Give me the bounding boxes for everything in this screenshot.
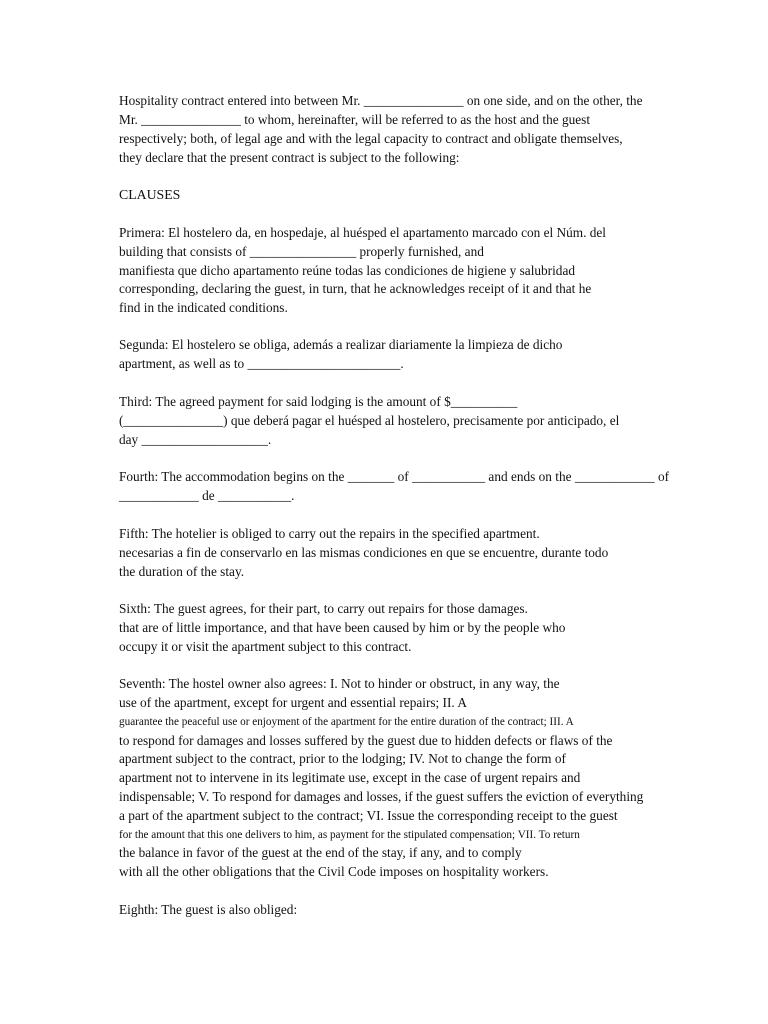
clause-5-line: the duration of the stay.	[119, 564, 245, 579]
clause-7-line: apartment subject to the contract, prior to the lodging; IV. Not to change the form of	[119, 751, 566, 766]
clause-1-line: building that consists of ________________ properly furnished, and	[119, 244, 484, 259]
clause-1-line: Primera: El hostelero da, en hospedaje, al huésped el apartamento marcado con el Núm. del	[119, 225, 607, 240]
clause-7-line: use of the apartment, except for urgent and essential repairs; II. A	[119, 695, 467, 710]
clause-1-line: find in the indicated conditions.	[119, 300, 288, 315]
clause-3-line: (_______________) que deberá pagar el huésped al hostelero, precisamente por anticipado, el	[119, 413, 620, 428]
clause-7-line: to respond for damages and losses suffered by the guest due to hidden defects or flaws of the	[119, 733, 613, 748]
clause-7-line: for the amount that this one delivers to him, as payment for the stipulated compensation; VII. To return	[119, 829, 580, 841]
clause-6-line: Sixth: The guest agrees, for their part, to carry out repairs for those damages.	[119, 601, 528, 616]
clause-7-line: the balance in favor of the guest at the end of the stay, if any, and to comply	[119, 845, 522, 860]
clause-7-line: guarantee the peaceful use or enjoyment of the apartment for the entire duration of the contract; III. A	[119, 716, 574, 728]
clauses-heading: CLAUSES	[119, 187, 181, 202]
clause-3-line: day ___________________.	[119, 432, 272, 447]
intro-line: respectively; both, of legal age and with the legal capacity to contract and obligate themselves,	[119, 131, 623, 146]
clause-3-line: Third: The agreed payment for said lodging is the amount of $__________	[119, 394, 518, 409]
clause-6-line: that are of little importance, and that have been caused by him or by the people who	[119, 620, 566, 635]
clause-2-line: apartment, as well as to _______________________.	[119, 356, 404, 371]
clause-2-line: Segunda: El hostelero se obliga, además a realizar diariamente la limpieza de dicho	[119, 337, 563, 352]
clause-4-line: Fourth: The accommodation begins on the _______ of ___________ and ends on the ____________ of	[119, 469, 670, 484]
clause-7-line: a part of the apartment subject to the contract; VI. Issue the corresponding receipt to the guest	[119, 808, 618, 823]
clause-7-line: apartment not to intervene in its legitimate use, except in the case of urgent repairs and	[119, 770, 581, 785]
clause-5-line: Fifth: The hotelier is obliged to carry out the repairs in the specified apartment.	[119, 526, 540, 541]
clause-7-line: Seventh: The hostel owner also agrees: I. Not to hinder or obstruct, in any way, the	[119, 676, 560, 691]
clause-7-line: with all the other obligations that the Civil Code imposes on hospitality workers.	[119, 864, 549, 879]
clause-7-line: indispensable; V. To respond for damages and losses, if the guest suffers the eviction of everything	[119, 789, 644, 804]
intro-line: Hospitality contract entered into between Mr. _______________ on one side, and on the other, the	[119, 93, 643, 108]
intro-line: Mr. _______________ to whom, hereinafter, will be referred to as the host and the guest	[119, 112, 591, 127]
clause-6-line: occupy it or visit the apartment subject to this contract.	[119, 639, 412, 654]
clause-1-line: corresponding, declaring the guest, in turn, that he acknowledges receipt of it and that he	[119, 281, 592, 296]
clause-5-line: necesarias a fin de conservarlo en las mismas condiciones en que se encuentre, durante todo	[119, 545, 609, 560]
clause-8-line: Eighth: The guest is also obliged:	[119, 902, 298, 917]
clause-4-line: ____________ de ___________.	[119, 488, 295, 503]
clause-1-line: manifiesta que dicho apartamento reúne todas las condiciones de higiene y salubridad	[119, 263, 576, 278]
intro-line: they declare that the present contract is subject to the following:	[119, 150, 460, 165]
